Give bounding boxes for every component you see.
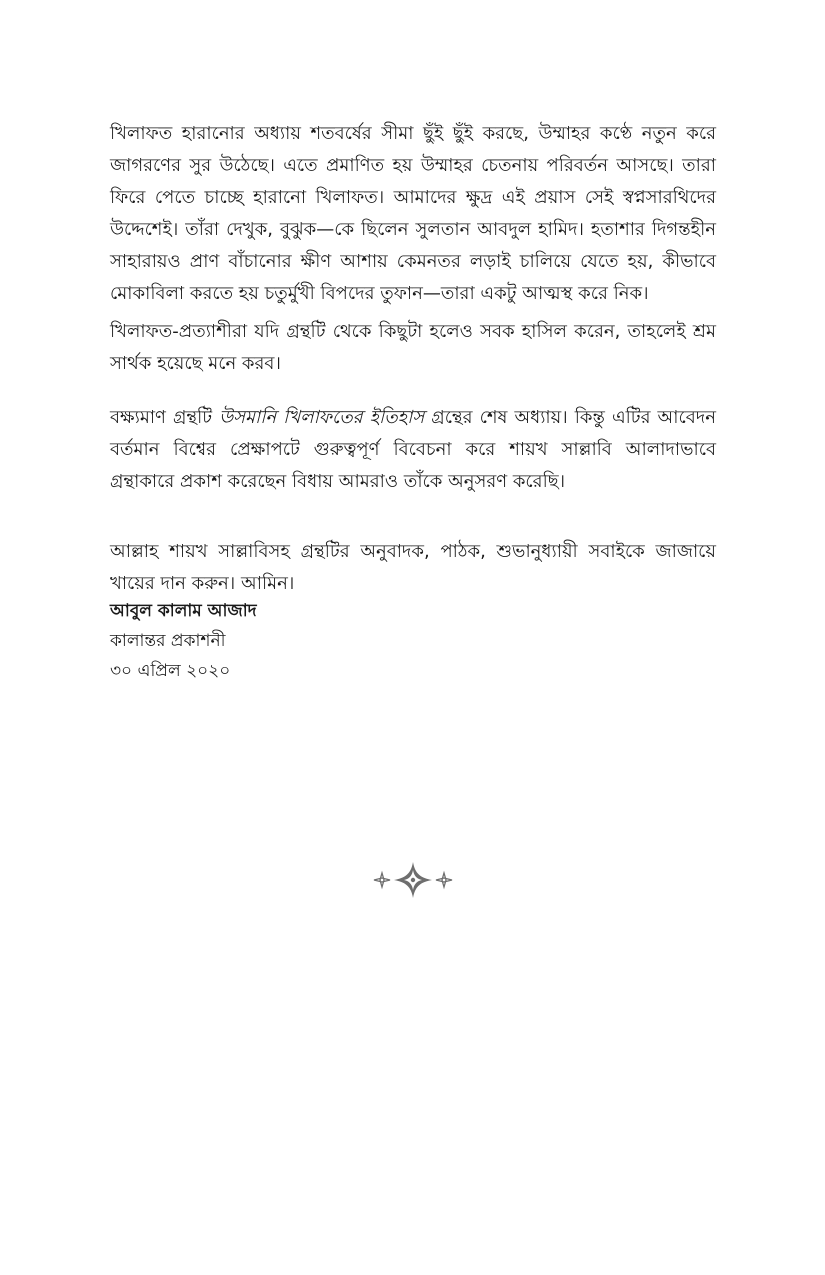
paragraph-book-origin-lead: বক্ষ্যমাণ গ্রন্থটি	[110, 407, 220, 428]
book-title-reference: উসমানি খিলাফতের ইতিহাস	[219, 407, 425, 428]
paragraph-prayer: আল্লাহ শায়খ সাল্লাবিসহ গ্রন্থটির অনুবাদক, পাঠক, শুভানুধ্যায়ী সবাইকে জাজায়ে খায়ের দান করুন। আমিন।	[110, 541, 716, 594]
paragraph-book-origin-rest: গ্রন্থের শেষ অধ্যায়। কিন্তু এটির আবেদন বর্তমান বিশ্বের প্রেক্ষাপটে গুরুত্বপূর্ণ বিবেচনা করে শায়খ সাল্লাবি আলাদাভাবে গ্রন্থাকারে প্রকাশ করেছেন বিধায় আমরাও তাঁকে অনুসরণ করেছি।	[110, 407, 716, 492]
signature-name: আবুল কালাম আজাদ	[110, 601, 257, 621]
sparkle-ornament-icon	[366, 858, 460, 902]
signature-organization: কালান্তর প্রকাশনী	[110, 631, 226, 651]
paragraph-book-origin	[110, 402, 716, 498]
signature-date: ৩০ এপ্রিল ২০২০	[110, 661, 231, 681]
paragraph-effort-worth: খিলাফত-প্রত্যাশীরা যদি গ্রন্থটি থেকে কিছুটা হলেও সবক হাসিল করেন, তাহলেই শ্রম সার্থক হয়েছে মনে করব।	[110, 321, 716, 374]
paragraph-khilafat-hope: খিলাফত হারানোর অধ্যায় শতবর্ষের সীমা ছুঁই ছুঁই করছে, উম্মাহর কণ্ঠে নতুন করে জাগরণের সুর উঠেছে। এতে প্রমাণিত হয় উম্মাহর চেতনায় পরিবর্তন আসছে। তারা ফিরে পেতে চাচ্ছে হারানো খিলাফত। আমাদের ক্ষুদ্র এই প্রয়াস সেই স্বপ্নসারথিদের উদ্দেশেই। তাঁরা দেখুক, বুঝুক—কে ছিলেন সুলতান আবদুল হামিদ। হতাশার দিগন্তহীন সাহারায়ও প্রাণ বাঁচানোর ক্ষীণ আশায় কেমনতর লড়াই চালিয়ে যেতে হয়, কীভাবে মোকাবিলা করতে হয় চতুর্মুখী বিপদের তুফান—তারা একটু আত্মস্থ করে নিক।	[110, 123, 716, 304]
